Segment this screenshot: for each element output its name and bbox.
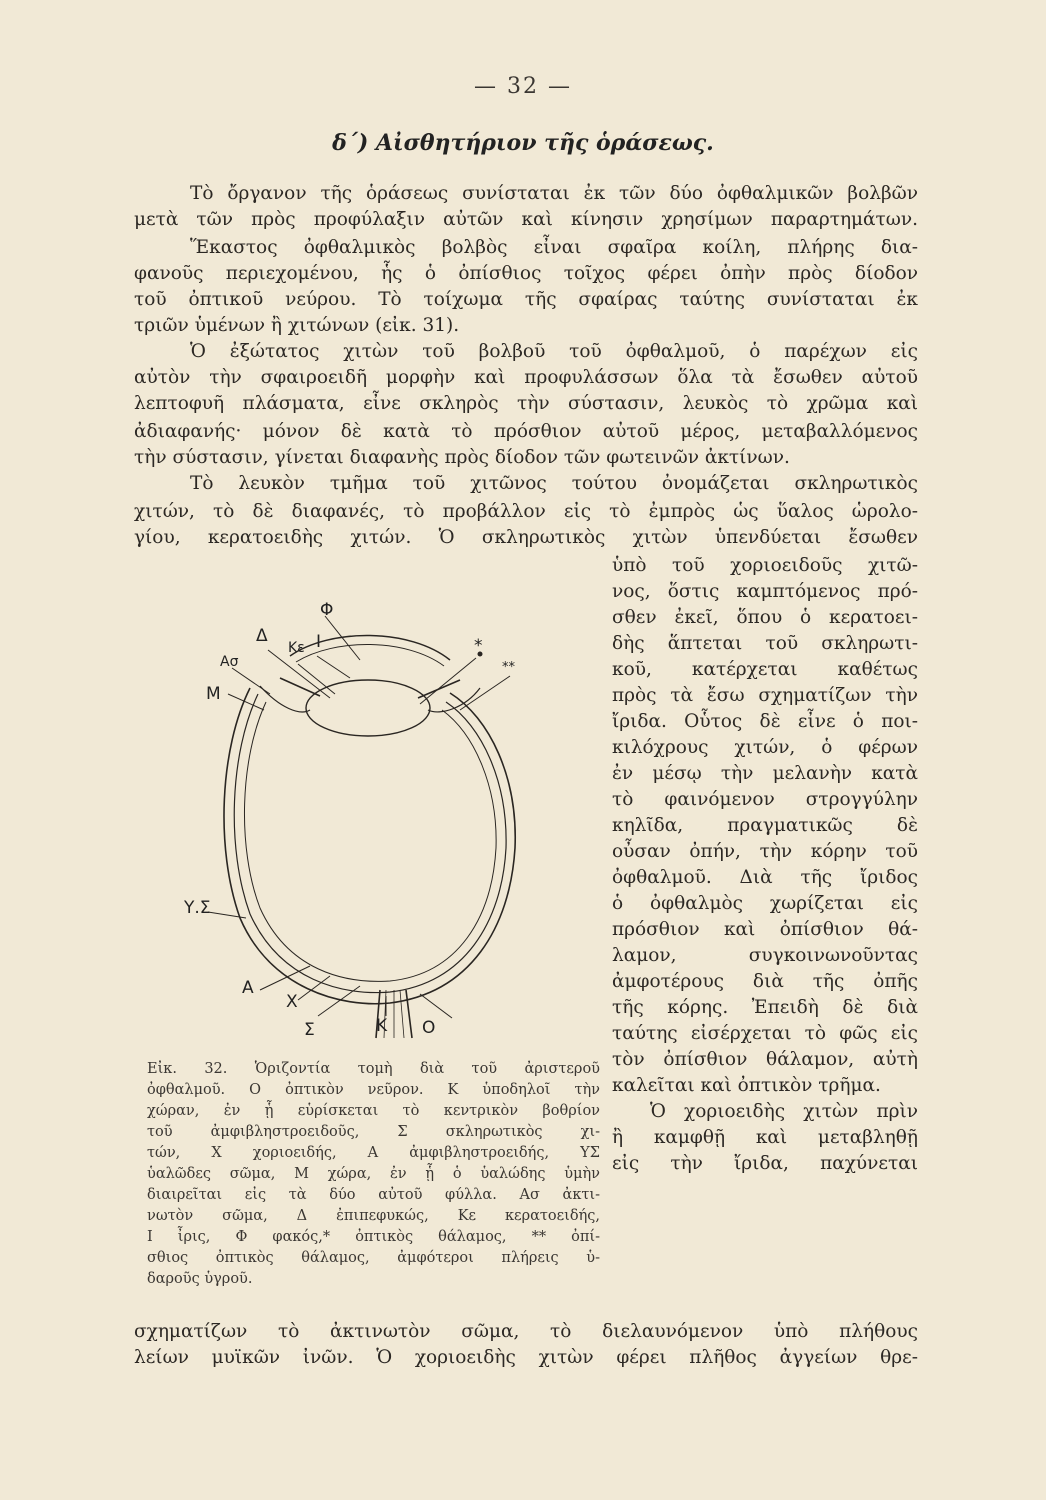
text-line: Τὸ ὄργανον τῆς ὁράσεως συνίσταται ἐκ τῶν δύο ὀφθαλμικῶν βολβῶν — [190, 183, 918, 204]
figure-caption-line: τών, Χ χοριοειδής, Α ἀμφιβληστροειδής, ΥΣ — [147, 1145, 600, 1161]
figure-caption-line: σθιος ὀπτικὸς θάλαμος, ἀμφότεροι πλήρεις ὑ- — [147, 1250, 600, 1266]
page-number: — 32 — — [474, 74, 572, 99]
side-text-line: ἐν μέσῳ τὴν μελανὴν κατὰ — [612, 763, 918, 784]
figure-caption-line: τοῦ ἀμφιβληστροειδοῦς, Σ σκληρωτικὸς χι- — [147, 1124, 600, 1140]
label-k: Κ — [376, 1016, 388, 1036]
text-line: λείων μυϊκῶν ἰνῶν. Ὁ χοριοειδὴς χιτὼν φέρει πλῆθος ἀγγείων θρε- — [134, 1347, 918, 1368]
text-line: φανοῦς περιεχομένου, ἧς ὁ ὀπίσθιος τοῖχος φέρει ὀπὴν πρὸς δίοδον — [134, 263, 918, 284]
text-line: τοῦ ὀπτικοῦ νεύρου. Τὸ τοίχωμα τῆς σφαίρας ταύτης συνίσταται ἐκ — [134, 289, 918, 310]
side-text-line: κιλόχρους χιτών, ὁ φέρων — [612, 737, 918, 758]
figure-caption-line: ὀφθαλμοῦ. Ο ὀπτικὸν νεῦρον. Κ ὑποδηλοῖ τὴν — [147, 1082, 600, 1098]
figure-caption-line: δαροῦς ὑγροῦ. — [147, 1271, 253, 1287]
side-text-line: ταύτης εἰσέρχεται τὸ φῶς εἰς — [612, 1023, 918, 1044]
side-text-line: ἴριδα. Οὗτος δὲ εἶνε ὁ ποι- — [612, 711, 918, 732]
label-star1: * — [474, 636, 483, 656]
side-text-line: λαμον, συγκοινωνοῦντας — [612, 945, 918, 966]
text-line: λεπτοφυῆ πλάσματα, εἶνε σκληρὸς τὴν σύστασιν, λευκὸς τὸ χρῶμα καὶ — [134, 393, 918, 414]
label-ys: Υ.Σ — [184, 898, 211, 918]
label-m: Μ — [206, 684, 221, 704]
side-text-line: ὀφθαλμοῦ. Διὰ τῆς ἴριδος — [612, 867, 918, 888]
text-line: τριῶν ὑμένων ἢ χιτώνων (εἰκ. 31). — [134, 315, 460, 336]
label-sigma: Σ — [304, 1020, 315, 1040]
text-line: Ὁ ἐξώτατος χιτὼν τοῦ βολβοῦ τοῦ ὀφθαλμοῦ, ὁ παρέχων εἰς — [190, 341, 918, 362]
side-text-line: τὸν ὀπίσθιον θάλαμον, αὐτὴ — [612, 1049, 918, 1070]
label-phi: Φ — [320, 600, 334, 620]
label-o: Ο — [422, 1018, 436, 1038]
side-text-line: νος, ὅστις καμπτόμενος πρό- — [612, 581, 918, 602]
label-a: Α — [242, 978, 254, 998]
side-text-line: ὁ ὀφθαλμὸς χωρίζεται εἰς — [612, 893, 918, 914]
side-text-line: πρὸς τὰ ἔσω σχηματίζων τὴν — [612, 685, 918, 706]
side-text-line: κηλῖδα, πραγματικῶς δὲ — [612, 815, 918, 836]
text-line: τὴν σύστασιν, γίνεται διαφανὴς πρὸς δίοδον τῶν φωτεινῶν ἀκτίνων. — [134, 447, 790, 468]
text-line: Ἕκαστος ὀφθαλμικὸς βολβὸς εἶναι σφαῖρα κοίλη, πλήρης δια- — [190, 237, 918, 258]
text-line: Τὸ λευκὸν τμῆμα τοῦ χιτῶνος τούτου ὀνομάζεται σκληρωτικὸς — [190, 473, 918, 494]
text-line: ἀδιαφανής· μόνον δὲ κατὰ τὸ πρόσθιον αὐτοῦ μέρος, μεταβαλλόμενος — [134, 421, 918, 442]
figure-caption-line: ὑαλῶδες σῶμα, Μ χώρα, ἐν ᾗ ὁ ὑαλώδης ὑμὴν — [147, 1166, 600, 1182]
side-text-line: τὸ φαινόμενον στρογγύλην — [612, 789, 918, 810]
label-as: Ασ — [220, 654, 239, 670]
side-text-line: ἀμφοτέρους διὰ τῆς ὀπῆς — [612, 971, 918, 992]
figure-caption-line: χώραν, ἐν ᾗ εὑρίσκεται τὸ κεντρικὸν βοθρίον — [147, 1103, 600, 1119]
eye-section-figure — [180, 598, 610, 1058]
section-heading: δ΄) Αἰσθητήριον τῆς ὁράσεως. — [332, 130, 714, 156]
side-text-line: δὴς ἅπτεται τοῦ σκληρωτι- — [612, 633, 918, 654]
text-line: μετὰ τῶν πρὸς προφύλαξιν αὐτῶν καὶ κίνησιν χρησίμων παραρτημάτων. — [134, 209, 918, 230]
side-text-line: τῆς κόρης. Ἐπειδὴ δὲ διὰ — [612, 997, 918, 1018]
text-line: χιτών, τὸ δὲ διαφανές, τὸ προβάλλον εἰς τὸ ἐμπρὸς ὡς ὕαλος ὡρολο- — [134, 501, 918, 522]
side-text-line: οὖσαν ὀπήν, τὴν κόρην τοῦ — [612, 841, 918, 862]
text-line: αὐτὸν τὴν σφαιροειδῆ μορφὴν καὶ προφυλάσσων ὅλα τὰ ἔσωθεν αὐτοῦ — [134, 367, 918, 388]
side-text-line: εἰς τὴν ἴριδα, παχύνεται — [612, 1153, 918, 1174]
label-ke: Κε — [288, 640, 305, 656]
text-line: σχηματίζων τὸ ἀκτινωτὸν σῶμα, τὸ διελαυνόμενον ὑπὸ πλήθους — [134, 1321, 918, 1342]
label-iota: Ι — [316, 632, 322, 652]
figure-caption-line: διαιρεῖται εἰς τὰ δύο αὐτοῦ φύλλα. Ασ ἀκτι- — [147, 1187, 600, 1203]
label-star2: ** — [502, 660, 515, 675]
figure-caption-line: Ι ἶρις, Φ φακός,* ὀπτικὸς θάλαμος, ** ὀπί- — [147, 1229, 600, 1245]
side-text-line: σθεν ἐκεῖ, ὅπου ὁ κερατοει- — [612, 607, 918, 628]
side-text-line: καλεῖται καὶ ὀπτικὸν τρῆμα. — [612, 1075, 881, 1096]
figure-caption-line: νωτὸν σῶμα, Δ ἐπιπεφυκώς, Κε κερατοειδής, — [147, 1208, 600, 1224]
side-text-line: πρόσθιον καὶ ὀπίσθιον θά- — [612, 919, 918, 940]
text-line: γίου, κερατοειδὴς χιτών. Ὁ σκληρωτικὸς χιτὼν ὑπενδύεται ἔσωθεν — [134, 527, 918, 548]
side-text-line: ἢ καμφθῇ καὶ μεταβληθῇ — [612, 1127, 918, 1148]
side-text-line: Ὁ χοριοειδὴς χιτὼν πρὶν — [650, 1101, 918, 1122]
label-x: Χ — [286, 992, 298, 1012]
side-text-line: κοῦ, κατέρχεται καθέτως — [612, 659, 918, 680]
side-text-line: ὑπὸ τοῦ χοριοειδοῦς χιτῶ- — [612, 555, 918, 576]
figure-caption-line: Εἰκ. 32. Ὁριζοντία τομὴ διὰ τοῦ ἀριστεροῦ — [147, 1061, 600, 1077]
label-delta: Δ — [256, 626, 268, 646]
